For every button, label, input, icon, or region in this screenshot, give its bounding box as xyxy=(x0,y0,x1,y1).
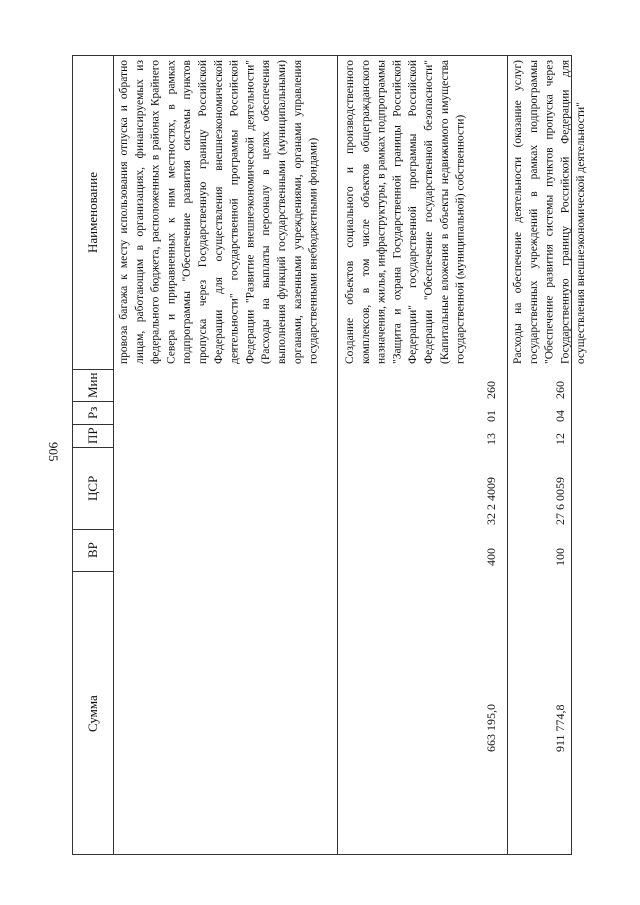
row-3-csr: 27 6 0059 xyxy=(553,477,567,525)
row-2-name: Создание объектов социального и производственного комплексов, в том числе объектов общегражданского назначения, жилья, инфраструктуры, в рамках подпрограммы "Защита и охрана Государственной границы Российской Федерации" государственной программы Российской Федерации "Обеспечение государственной безопасности" (Капитальные вложения в объекты недвижимого имущества государственной (муниципальной) собственности) xyxy=(344,60,467,364)
header-sum: Сумма xyxy=(85,695,100,732)
header-pr: ПР xyxy=(85,427,100,444)
header-divider xyxy=(113,56,114,854)
row-3-rz: 04 xyxy=(553,410,567,422)
header-name: Наименование xyxy=(85,172,100,253)
row-2-pr: 13 xyxy=(484,433,498,445)
header-min: Мин xyxy=(85,372,100,398)
row-2-csr: 32 2 4009 xyxy=(484,477,498,525)
row-1-name: провоза багажа к месту использования отпуска и обратно лицам, работающим в организациях, финансируемых из федерального бюджета, расположенных в районах Крайнего Севера и приравненных к ним местностях, в рамках подпрограммы "Обеспечение развития системы пунктов пропуска через Государственную границу Российской Федерации для осуществления внешнеэкономической деятельности" государственной программы Российской Федерации "Развитие внешнеэкономической деятельности" (Расходы на выплаты персоналу в целях обеспечения выполнения функций государственными (муниципальными) органами, казенными учреждениями, органами управления государственными внебюджетными фондами) xyxy=(118,60,320,364)
row-2-rz: 01 xyxy=(484,410,498,422)
row-3-vr: 100 xyxy=(553,548,567,566)
row-divider-2 xyxy=(507,56,508,854)
header-csr: ЦСР xyxy=(85,475,100,501)
header-rz: Рз xyxy=(85,406,100,419)
row-2-vr: 400 xyxy=(484,548,498,566)
header-vr: ВР xyxy=(85,542,100,558)
row-3-min: 260 xyxy=(553,381,567,399)
row-divider-1 xyxy=(337,56,338,854)
row-2-min: 260 xyxy=(484,381,498,399)
budget-table xyxy=(72,55,588,855)
page-number: 905 xyxy=(46,442,61,462)
row-2-sum: 663 195,0 xyxy=(484,704,498,752)
row-3-name: Расходы на обеспечение деятельности (оказание услуг) государственных учреждений в рамках подпрограммы "Обеспечение развития системы пунктов пропуска через Государственную границу Российской Федерации для осуществления внешнеэкономической деятельности" xyxy=(512,60,588,364)
row-3-sum: 911 774,8 xyxy=(553,704,567,752)
row-3-pr: 12 xyxy=(553,433,567,445)
